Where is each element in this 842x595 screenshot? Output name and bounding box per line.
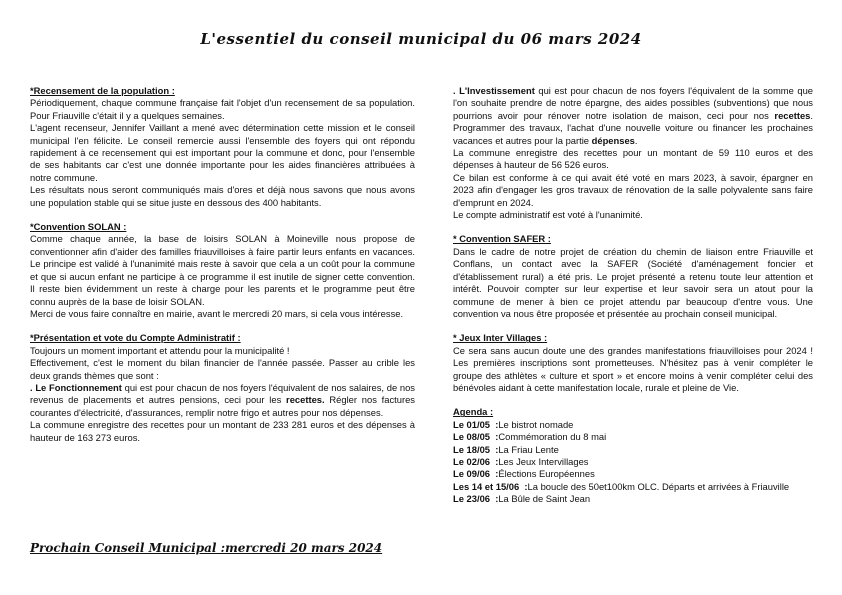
agenda-event: La Friau Lente	[498, 443, 559, 455]
agenda-item	[453, 493, 813, 505]
paragraph: La commune enregistre des recettes pour un montant de 233 281 euros et des dépenses à hauteur de 163 273 euros.	[30, 419, 415, 443]
bold-term: recettes.	[286, 394, 325, 406]
right-column	[453, 85, 813, 506]
section-heading-compte-administratif: *Présentation et vote du Compte Administratif :	[30, 332, 241, 344]
bold-term: . L'Investissement	[453, 85, 535, 96]
paragraph: Périodiquement, chaque commune française fait l'objet d'un recensement de sa population. Pour Friauville c'était il y a quelques semaines.	[30, 97, 415, 121]
agenda-event: La boucle des 50et100km OLC. Départs et arrivées à Friauville	[527, 480, 790, 492]
agenda-item	[453, 456, 813, 468]
text: . Programmer des travaux, l'achat d'une nouvelle voiture ou financer les prochaines vacances et autres pour la partie	[453, 109, 813, 146]
section-heading-jeux: * Jeux Inter Villages :	[453, 332, 548, 344]
agenda-date: Le 02/06 :	[453, 455, 499, 467]
agenda-event: Le bistrot nomade	[498, 418, 574, 430]
text: Régler nos factures courantes d'électricité, d'assurances, remplir notre frigo et autres pour nos dépenses.	[30, 394, 415, 418]
paragraph: Effectivement, c'est le moment du bilan financier de l'année passée. Passer au crible les deux grands thèmes que sont :	[30, 357, 415, 381]
agenda-date: Les 14 et 15/06 :	[453, 480, 528, 492]
paragraph-fonctionnement	[30, 382, 415, 419]
agenda-date: Le 08/05 :	[453, 431, 499, 443]
paragraph: La commune enregistre des recettes pour un montant de 59 110 euros et des dépenses à hauteur de 56 526 euros.	[453, 147, 813, 171]
agenda-date: Le 01/05 :	[453, 418, 499, 430]
paragraph-investissement	[453, 85, 813, 147]
paragraph: Merci de vous faire connaître en mairie, avant le mercredi 20 mars, si cela vous intéresse.	[30, 307, 404, 319]
next-council-footer: Prochain Conseil Municipal :mercredi 20 mars 2024	[30, 541, 383, 555]
paragraph: Toujours un moment important et attendu pour la municipalité !	[30, 344, 290, 356]
paragraph: Ce sera sans aucun doute une des grandes manifestations friauvilloises pour 2024 ! Les premières inscriptions sont prometteuses. N'hésitez pas à venir compléter le groupe des athlètes « culture et sport » et encore moins à venir compléter celui des bénévoles aidant à cette manifestation locale, rurale et pleine de Vie.	[453, 344, 813, 393]
paragraph: Ce bilan est conforme à ce qui avait été voté en mars 2023, à savoir, épargner en 2023 afin d'engager les gros travaux de rénovation de la salle polyvalente sans faire d'emprunt en 2024.	[453, 171, 813, 208]
agenda-date: Le 18/05 :	[453, 443, 499, 455]
agenda-list	[453, 419, 813, 506]
agenda-item	[453, 468, 813, 480]
paragraph: Dans le cadre de notre projet de création du chemin de liaison entre Friauville et Conflans, un contact avec la SAFER (Société d'aménagement foncier et d'établissement rural) a été pris. Le projet présenté a retenu toute leur attention et intérêt. Pouvoir compter sur leur expertise et leur savoir sera un atout pour la commune de mener à bien ce projet attendu par beaucoup d'entre vous. Une convention va nous être proposée et présentée au prochain conseil municipal.	[453, 245, 813, 319]
agenda-date: Le 23/06 :	[453, 493, 499, 505]
paragraph: Les résultats nous seront communiqués mais d'ores et déjà nous savons que nous avons une population stable qui se situe juste en dessous des 400 habitants.	[30, 184, 415, 208]
bold-term: . Le Fonctionnement	[30, 381, 122, 393]
paragraph: L'agent recenseur, Jennifer Vaillant a mené avec détermination cette mission et le conseil municipal l'en félicite. Le conseil remercie aussi l'ensemble des foyers qui ont répondu rapidement à ce recensement qui est important pour la commune et donc, pour l'ensemble de ses habitants car c'est une donnée importante pour les aides financières attribuées à notre commune.	[30, 122, 415, 183]
bold-term: dépenses	[591, 134, 635, 146]
section-heading-safer: * Convention SAFER :	[453, 233, 551, 245]
agenda-item	[453, 444, 813, 456]
left-column	[30, 85, 415, 444]
section-heading-agenda: Agenda :	[453, 406, 494, 418]
agenda-date: Le 09/06 :	[453, 468, 499, 480]
bold-term: recettes	[774, 109, 811, 121]
section-heading-recensement: *Recensement de la population :	[30, 85, 175, 96]
agenda-event: La Bûle de Saint Jean	[498, 493, 591, 505]
agenda-item	[453, 481, 813, 493]
paragraph: Le compte administratif est voté à l'unanimité.	[453, 209, 643, 221]
paragraph: Comme chaque année, la base de loisirs SOLAN à Moineville nous propose de conventionner afin d'aider des familles friauvilloises à faire partir leurs enfants en vacances. Le principe est validé à l'unanimité mais reste à savoir que cela a un coût pour la commune et que si aucun enfant ne participe à ce programme il est inutile de signer cette convention. Il reste bien évidemment un reste à charge pour les parents et le programme peut être connu auprès de la base de loisir SOLAN.	[30, 233, 415, 307]
agenda-event: Les Jeux Intervillages	[498, 455, 589, 467]
text: qui est pour chacun de nos foyers l'équivalent de nos salaires, de nos revenus de placements et autres pensions, ceci pour les	[30, 381, 415, 406]
agenda-event: Commémoration du 8 mai	[498, 431, 607, 443]
section-heading-solan: *Convention SOLAN :	[30, 221, 127, 233]
page-title: L'essentiel du conseil municipal du 06 mars 2024	[200, 30, 642, 48]
agenda-item	[453, 431, 813, 443]
agenda-event: Élections Européennes	[498, 468, 595, 480]
agenda-item	[453, 419, 813, 431]
text: qui est pour chacun de nos foyers l'équivalent de la somme que l'on souhaite prendre de notre épargne, des aides possibles (subventions) que nous pourrions avoir pour rénover notre isolation de maison, ceci pour nos	[453, 85, 814, 121]
text: .	[634, 134, 638, 146]
